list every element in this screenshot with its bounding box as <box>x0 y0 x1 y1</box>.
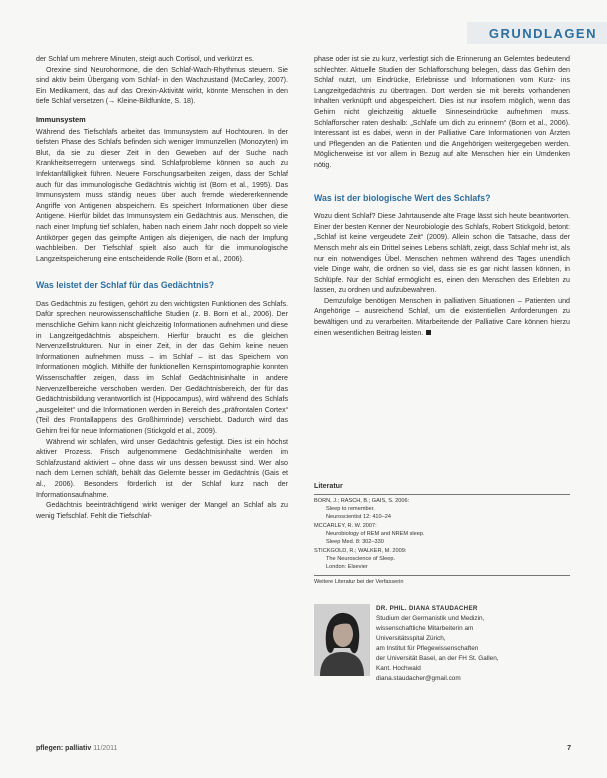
ref-title: The Neuroscience of Sleep. <box>326 556 396 562</box>
paragraph-text: Demzufolge benötigen Menschen in palliativen Situationen – Patienten und Angehörige – ausreichend Schlaf, um die existentiellen Anforderungen zu bewältigen und zu verarbeiten. Mitarbeitende der Palliative Care können hierzu einen wesentlichen Beitrag leisten. <box>314 296 570 337</box>
ref-title: Sleep to remember. <box>326 506 375 512</box>
author-line: wissenschaftliche Mitarbeiterin am <box>376 625 474 632</box>
ref-author: BORN, J.; RASCH, B.; GAIS, S. 2006: <box>314 498 410 504</box>
paragraph: Gedächtnis beeinträchtigend wirkt weniger der Mangel an Schlaf als zu wenig Tiefschlaf. Fehlt die Tiefschlaf- <box>36 501 288 520</box>
author-line: am Institut für Pflegewissenschaften <box>376 645 479 652</box>
author-line: Universitätsspital Zürich, <box>376 635 446 642</box>
divider <box>314 494 570 495</box>
ref-title: Neurobiology of REM and NREM sleep. <box>326 531 425 537</box>
author-line: Kant. Hochwald <box>376 665 421 672</box>
heading-gedaechtnis: Was leistet der Schlaf für das Gedächtnis? <box>36 280 215 291</box>
paragraph: Während des Tiefschlafs arbeitet das Immunsystem auf Hochtouren. In der tiefsten Phase des Schlafs befinden sich weniger Immunzellen (Monozyten) im Blut, da sie zu dieser Zeit in den Geweben auf der Suche nach Krankheitserregern unterwegs sind. Schlafprobleme können so auch zu Infektanfälligkeit führen. Neuere Forschungsarbeiten zeigen, dass der Schlaf auch für das immunologische Gedächtnis wichtig ist (Born et al., 1995). Das Immunsystem muss ständig neues über auch fremde wiedererkennende Angriffe von Antigenen abspeichern. Es speichert Informationen über diese Antigene. Hierfür bildet das Immunsystem ein Gedächtnis aus. Menschen, die nach einer Impfung tief schlafen, haben nach einem Jahr noch doppelt so viele Antikörper gegen das geimpfte Antigen als diejenigen, die nach der Impfung wachbleiben. Der Tiefschlaf spielt also auch für die immunologische Langzeitspeicherung eine entscheidende Rolle (Born et al., 2006). <box>36 127 288 263</box>
paragraph <box>314 296 570 338</box>
ref-source: Neuroscientist 12: 410–24 <box>326 514 391 520</box>
ref-source: Sleep Med. 8: 302–330 <box>326 539 384 545</box>
paragraph: Während wir schlafen, wird unser Gedächtnis gefestigt. Dies ist ein höchst aktiver Prozess. Frisch aufgenommene Gedächtnisinhalte werden im Schlafzustand aktiviert – ohne dass wir uns dessen bewusst sind. Wer also nach dem Lernen schläft, behält das Gelernte besser im Gedächtnis (Gais et al., 2006). Besonders förderlich ist der Schlaf kurz nach der Informationsaufnahme. <box>36 437 288 499</box>
paragraph: Wozu dient Schlaf? Diese Jahrtausende alte Frage lässt sich heute beantworten. Einer der besten Kenner der Neurobiologie des Schlafs, Robert Stickgold, betont: „Schlaf ist keine vergeudete Zeit“ (2009). Allein schon die Tatsache, dass der Mensch mehr als ein Drittel seines Lebens schläft, zeigt, dass Schlaf mehr ist, als nur ein notwendiges Übel. Menschen nehmen während des Tages unendlich viele Dinge wahr, die ordnen so viel, dass sie es gar nicht lassen können, in Schlüpfe. Nur der Schlaf ermöglicht es, einen den Menschen des Erlebten zu lassen, zu ordnen und aufzubewahren. <box>314 212 570 295</box>
author-name: DR. PHIL. DIANA STAUDACHER <box>376 605 478 612</box>
footer-journal <box>36 745 117 752</box>
paragraph: Orexine sind Neurohormone, die den Schlaf-Wach-Rhythmus steuern. Sie sind aktiv beim Übergang vom Schlaf- in den Wachzustand (McCarley, 2007). Ein Medikament, das auf das Orexin-Aktivität wirkt, könnte Menschen in den tiefe Schlaf versetzen (→ Kleine-Bildfunkte, S. 18). <box>36 65 288 106</box>
paragraph: Das Gedächtnis zu festigen, gehört zu den wichtigsten Funktionen des Schlafs. Dafür sprechen neurowissenschaftliche Studien (z. B. Born et al., 2006). Der menschliche Gehirn kann nicht gleichzeitig Informationen aufnehmen und diese in Langzeitgedächtnis abspeichern. Hierfür braucht es die gleichen Nervenzellstrukturen. Nur in einer Zeit, in der das Gehirn keine neuen Informationen aufnehmen muss – im Schlaf – ist das Speichern von Informationen möglich. Mithilfe der funktionellen Kernspintomographie konnten Wissenschaftler zeigen, dass im Schlaf Gedächtnisinhalte in andere Nervenzellbereiche verschoben werden. Der Gedächtnisbereich, der für das Gedächtnisbildung verantwortlich ist (Hippocampus), wird während des Schlafs „ausgeleitet“ und die Informationen werden in Bereich des „präfrontalen Cortex“ (Teil des Frontallappens des Großhirnrinde) verschiebt. Dadurch wird das Gehirn frei für neue Informationen (Stickgold et al., 2009). <box>36 299 288 435</box>
ref-source: London: Elsevier <box>326 564 368 570</box>
literature-more: Weitere Literatur bei der Verfasserin <box>314 579 404 585</box>
heading-biologischer-wert: Was ist der biologische Wert des Schlafs? <box>314 192 491 203</box>
divider <box>314 575 570 576</box>
literature-ref <box>314 522 570 546</box>
literature-title: Literatur <box>314 482 343 490</box>
section-tag: GRUNDLAGEN <box>467 22 607 44</box>
author-portrait-icon <box>314 604 370 676</box>
paragraph: der Schlaf um mehrere Minuten, steigt auch Cortisol, und verkürzt es. <box>36 55 255 63</box>
left-column <box>36 54 288 521</box>
author-line: Studium der Germanistik und Medizin, <box>376 615 485 622</box>
author-email: diana.staudacher@gmail.com <box>376 675 461 682</box>
journal-issue: 11/2011 <box>93 745 118 752</box>
subheading-immunsystem: Immunsystem <box>36 114 86 124</box>
end-mark-icon <box>426 330 431 335</box>
ref-author: STICKGOLD, R.; WALKER, M. 2009: <box>314 548 407 554</box>
paragraph: phase oder ist sie zu kurz, verfestigt sich die Erinnerung an Gelerntes bedeutend schlechter. Aktuelle Studien der Schlafforschung belegen, dass das Gehirn den Schlaf nutzt, um Eindrücke, Erlebnisse und Informationen vom Kurz- ins Langzeitgedächtnis zu übertragen. Dort werden sie mit bereits vorhandenen Inhalten verknüpft und abgespeichert. Dies ist nur insofern möglich, wenn das Gehirn nicht gleichzeitig aktuelle Sinneseindrücke aufnehmen muss. Schlafforscher raten deshalb: „Schlafe um dich zu erinnern“ (Born et al., 2006). Interessant ist es dabei, wenn in der Palliative Care Informationen von Ärzten und Pflegenden an die Patienten und die Angehörigen weitergegeben werden. Möglicherweise ist vor allem in Bezug auf alte Menschen hier ein Umdenken nötig. <box>314 55 570 169</box>
literature-box <box>314 482 570 586</box>
literature-ref <box>314 497 570 521</box>
right-column <box>314 54 570 338</box>
author-box <box>376 604 556 684</box>
author-line: der Universität Basel, an der FH St. Gallen, <box>376 655 499 662</box>
literature-ref <box>314 547 570 571</box>
ref-author: MCCARLEY, R. W. 2007: <box>314 523 377 529</box>
page-number: 7 <box>567 745 571 752</box>
author-photo <box>314 604 370 676</box>
journal-name: pflegen: palliativ <box>36 745 92 752</box>
